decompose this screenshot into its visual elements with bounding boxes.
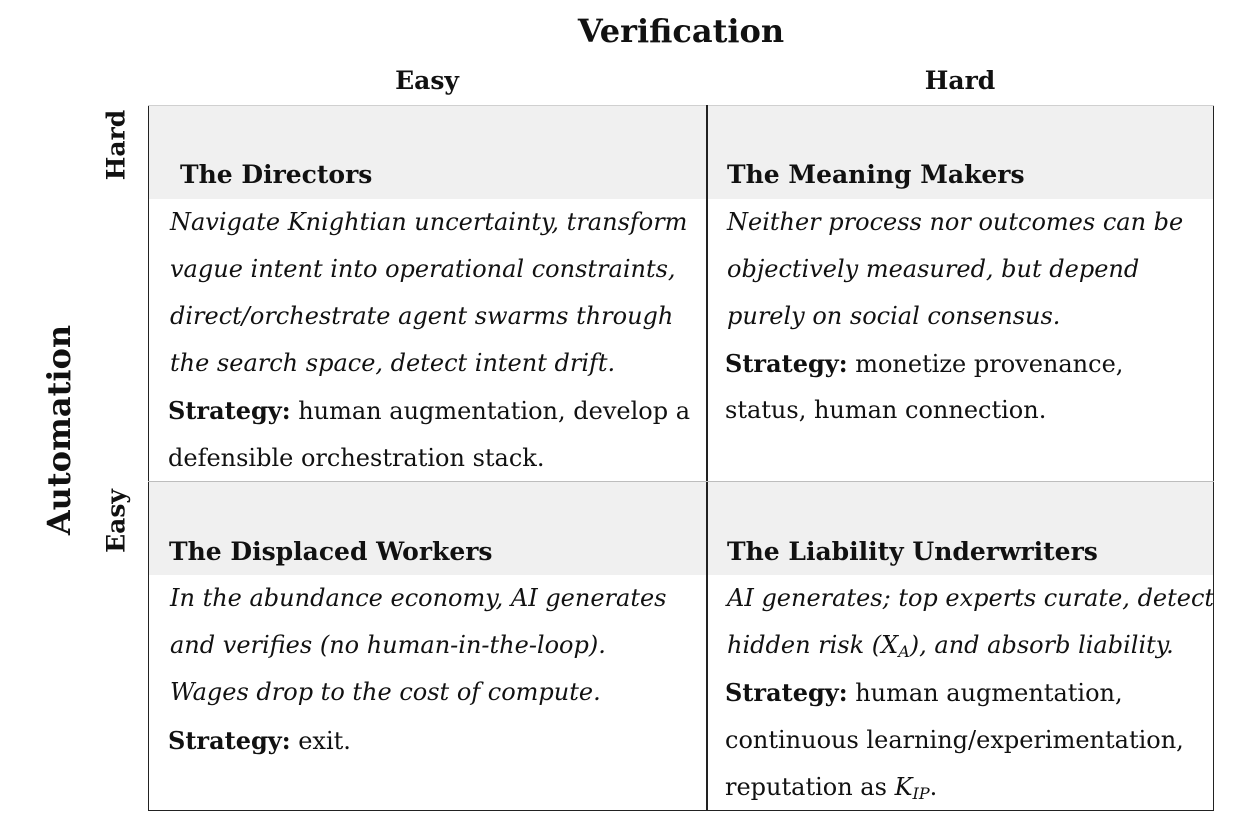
quadrant-title: The Meaning Makers [727, 160, 1025, 189]
quadrant-description-line: In the abundance economy, AI generates [170, 584, 667, 612]
strategy-text: human augmentation, develop a [298, 397, 691, 425]
description-fragment: ), and absorb liability. [909, 631, 1174, 659]
quadrant-description-line: purely on social consensus. [727, 302, 1061, 330]
column-label-hard: Hard [924, 66, 996, 95]
strategy-text: status, human connection. [725, 396, 1047, 424]
grid-vertical-divider [706, 105, 708, 811]
strategy-text: exit. [298, 727, 351, 755]
quadrant-description-line: Neither process nor outcomes can be [727, 208, 1184, 236]
math-subscript: A [898, 642, 910, 661]
quadrant-description-line: objectively measured, but depend [727, 255, 1140, 283]
strategy-label: Strategy: [168, 396, 291, 425]
math-subscript: IP [912, 784, 930, 803]
strategy-text: continuous learning/experimentation, [725, 726, 1184, 754]
strategy-fragment: . [929, 773, 938, 801]
column-label-easy: Easy [395, 66, 459, 95]
quadrant-description-line: Navigate Knightian uncertainty, transform [170, 208, 688, 236]
strategy-text: human augmentation, [855, 679, 1123, 707]
quadrant-description-line: the search space, detect intent drift. [170, 349, 616, 377]
quadrant-title: The Directors [180, 160, 373, 189]
quadrant-description-line: Wages drop to the cost of compute. [170, 678, 601, 706]
grid-top-divider [148, 105, 1214, 106]
row-label-hard: Hard [101, 109, 131, 181]
strategy-label: Strategy: [725, 349, 848, 378]
quadrant-description-line: vague intent into operational constraints, [170, 255, 676, 283]
quadrant-title: The Displaced Workers [169, 537, 493, 566]
strategy-text [725, 773, 937, 803]
quadrant-title: The Liability Underwriters [727, 537, 1098, 566]
strategy-label: Strategy: [168, 726, 291, 755]
strategy-text: defensible orchestration stack. [168, 444, 545, 472]
quadrant-description-line: direct/orchestrate agent swarms through [170, 302, 674, 330]
automation-axis-title: Automation [40, 324, 78, 536]
quadrant-strategy [725, 349, 1123, 378]
verification-axis-title: Verification [577, 12, 785, 50]
quadrant-strategy [725, 678, 1123, 707]
strategy-label: Strategy: [725, 678, 848, 707]
quadrant-strategy [168, 726, 351, 755]
quadrant-strategy [168, 396, 690, 425]
strategy-fragment: reputation as [725, 773, 895, 801]
quadrant-description-line: and verifies (no human-in-the-loop). [170, 631, 606, 659]
strategy-text: monetize provenance, [855, 350, 1124, 378]
description-fragment: hidden risk (X [727, 631, 899, 659]
row-label-easy: Easy [101, 489, 131, 553]
math-variable: K [894, 773, 913, 801]
quadrant-description-line: AI generates; top experts curate, detect [727, 584, 1215, 612]
grid-horizontal-divider [148, 481, 1214, 482]
quadrant-description-line [727, 631, 1174, 661]
